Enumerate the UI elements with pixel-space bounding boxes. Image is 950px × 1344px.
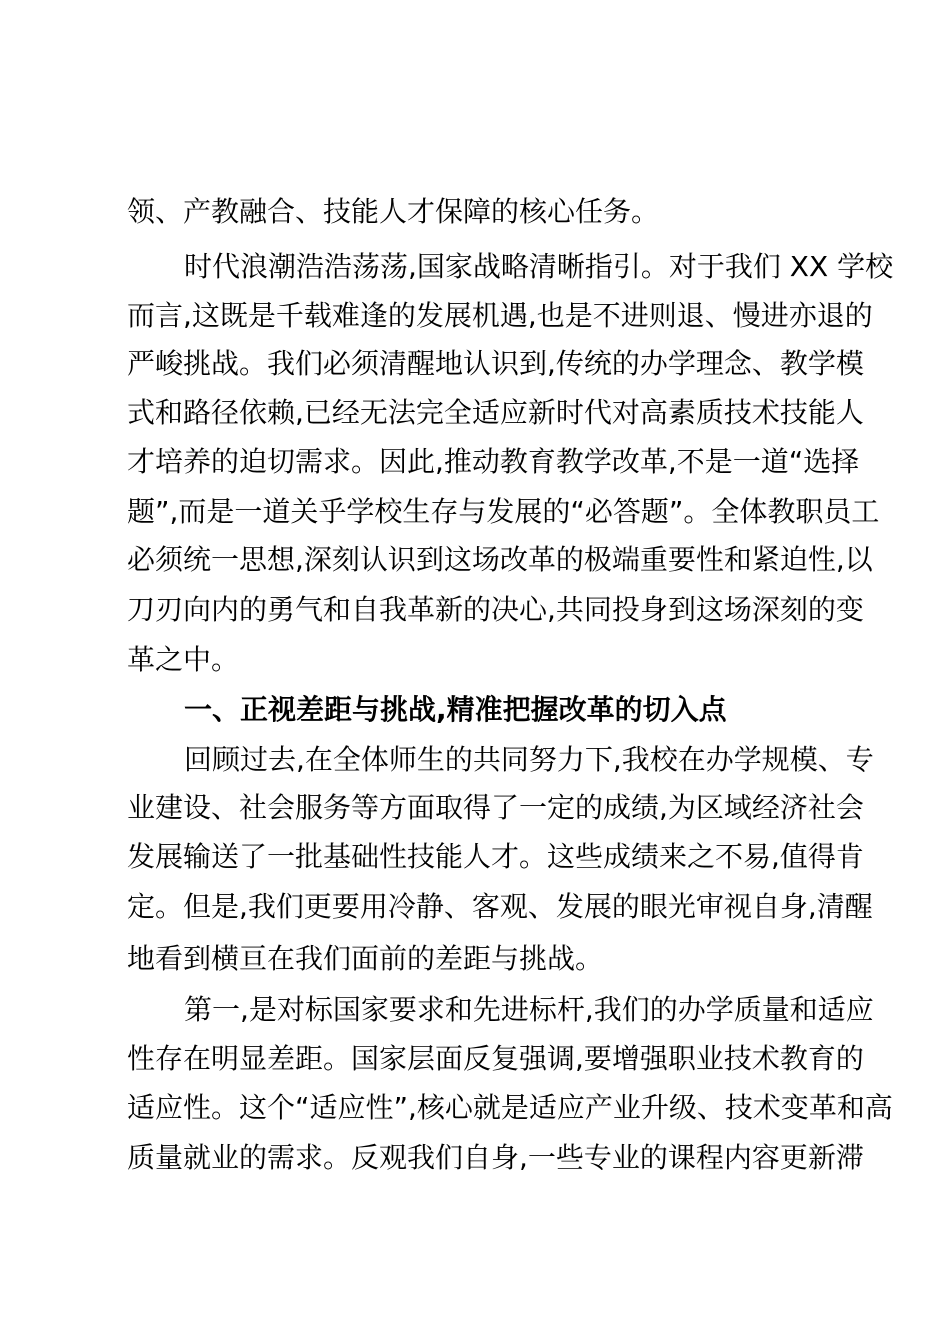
paragraph-line: 时代浪潮浩浩荡荡,国家战略清晰指引。对于我们 XX 学校	[184, 250, 894, 283]
paragraph-line: 定。但是,我们更要用冷静、客观、发展的眼光审视自身,清醒	[127, 890, 873, 923]
paragraph-line: 刀刃向内的勇气和自我革新的决心,共同投身到这场深刻的变	[127, 593, 864, 626]
paragraph-line: 式和路径依赖,已经无法完全适应新时代对高素质技术技能人	[127, 396, 864, 429]
paragraph-line: 必须统一思想,深刻认识到这场改革的极端重要性和紧迫性,以	[127, 543, 873, 576]
section-heading: 一、正视差距与挑战,精准把握改革的切入点	[184, 693, 727, 726]
paragraph-line: 革之中。	[127, 643, 240, 676]
paragraph-line: 而言,这既是千载难逢的发展机遇,也是不进则退、慢进亦退的	[127, 299, 873, 332]
paragraph-line: 第一,是对标国家要求和先进标杆,我们的办学质量和适应	[184, 993, 874, 1026]
paragraph-line: 质量就业的需求。反观我们自身,一些专业的课程内容更新滞	[127, 1141, 864, 1174]
paragraph-line: 回顾过去,在全体师生的共同努力下,我校在办学规模、专	[184, 743, 874, 776]
paragraph-line: 性存在明显差距。国家层面反复强调,要增强职业技术教育的	[127, 1042, 864, 1075]
paragraph-line: 严峻挑战。我们必须清醒地认识到,传统的办学理念、教学模	[127, 347, 864, 380]
paragraph-line: 业建设、社会服务等方面取得了一定的成绩,为区域经济社会	[127, 791, 864, 824]
paragraph-line: 适应性。这个“适应性”,核心就是适应产业升级、技术变革和高	[127, 1091, 893, 1124]
paragraph-line: 地看到横亘在我们面前的差距与挑战。	[127, 942, 604, 975]
paragraph-line: 题”,而是一道关乎学校生存与发展的“必答题”。全体教职员工	[127, 495, 880, 528]
paragraph-line: 发展输送了一批基础性技能人才。这些成绩来之不易,值得肯	[127, 840, 864, 873]
paragraph-line: 才培养的迫切需求。因此,推动教育教学改革,不是一道“选择	[127, 445, 860, 478]
paragraph-line: 领、产教融合、技能人才保障的核心任务。	[127, 195, 660, 228]
